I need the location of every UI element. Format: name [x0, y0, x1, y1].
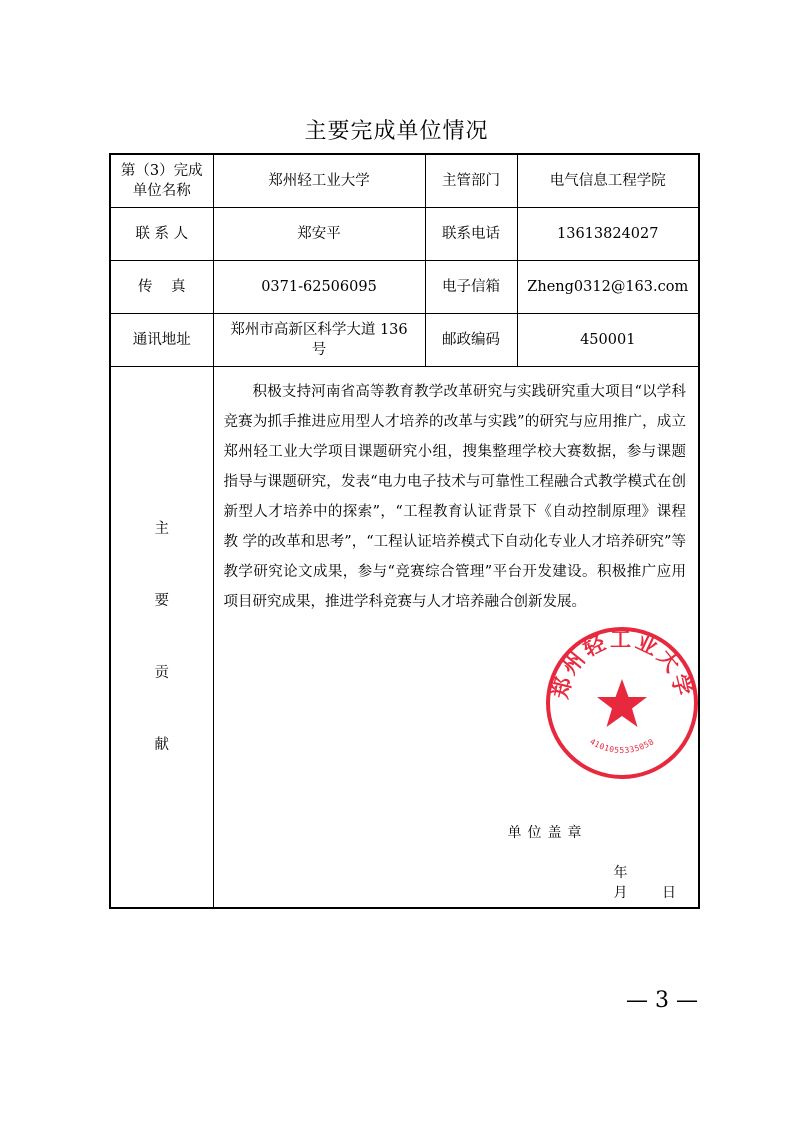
seal-arc-text: 郑州轻工业大学 — [547, 627, 696, 701]
fax-label: 传 真 — [110, 261, 213, 314]
contact-value: 郑安平 — [213, 208, 425, 261]
table-row — [110, 314, 699, 367]
table-row — [110, 261, 699, 314]
dept-label: 主管部门 — [425, 154, 517, 208]
unit-name-value: 郑州轻工业大学 — [213, 154, 425, 208]
contribution-label-char: 主 — [154, 521, 169, 537]
address-label: 通讯地址 — [110, 314, 213, 367]
email-value: Zheng0312@163.com — [517, 261, 699, 314]
date-line — [614, 863, 699, 903]
page-title: 主要完成单位情况 — [304, 119, 489, 144]
contribution-label-char: 献 — [154, 737, 169, 753]
unit-name-label: 第（3）完成单位名称 — [110, 154, 213, 208]
seal-label: 单位盖章 — [507, 825, 588, 841]
contribution-row — [110, 367, 699, 909]
postcode-label: 邮政编码 — [425, 314, 517, 367]
phone-label: 联系电话 — [425, 208, 517, 261]
contribution-cell — [213, 367, 699, 909]
contribution-label-char: 贡 — [154, 665, 169, 681]
dept-value: 电气信息工程学院 — [517, 154, 699, 208]
address-value: 郑州市高新区科学大道 136号 — [213, 314, 425, 367]
phone-value: 13613824027 — [517, 208, 699, 261]
email-label: 电子信箱 — [425, 261, 517, 314]
date-day: 日 — [661, 885, 676, 901]
unit-info-table — [109, 153, 700, 909]
date-month: 月 — [613, 885, 628, 901]
contribution-label-char: 要 — [154, 593, 169, 609]
contact-label: 联 系 人 — [110, 208, 213, 261]
contribution-label — [110, 367, 213, 909]
page-number: — 3 — — [626, 988, 698, 1013]
seal-star-icon — [597, 679, 647, 727]
postcode-value: 450001 — [517, 314, 699, 367]
table-row — [110, 208, 699, 261]
table-row — [110, 154, 699, 208]
date-year: 年 — [613, 865, 628, 881]
seal-number: 4101055335058 — [587, 736, 656, 755]
fax-value: 0371-62506095 — [213, 261, 425, 314]
official-seal — [542, 623, 702, 783]
contribution-text: 积极支持河南省高等教育教学改革研究与实践研究重大项目“以学科竞赛为抓手推进应用型人才培养的改革与实践”的研究与应用推广，成立郑州轻工业大学项目课题研究小组，搜集整理学校大赛数据，参与课题指导与课题研究，发表“电力电子技术与可靠性工程融合式教学模式在创新型人才培养中的探索”，“工程教育认证背景下《自动控制原理》课程教 学的改革和思考”，“工程认证培养模式下自动化专业人才培养研究”等 教学研究论文成果，参与“竞赛综合管理”平台开发建设。积极推广应用项目研究成果，推进学科竞赛与人才培养融合创新发展。 — [223, 384, 686, 610]
